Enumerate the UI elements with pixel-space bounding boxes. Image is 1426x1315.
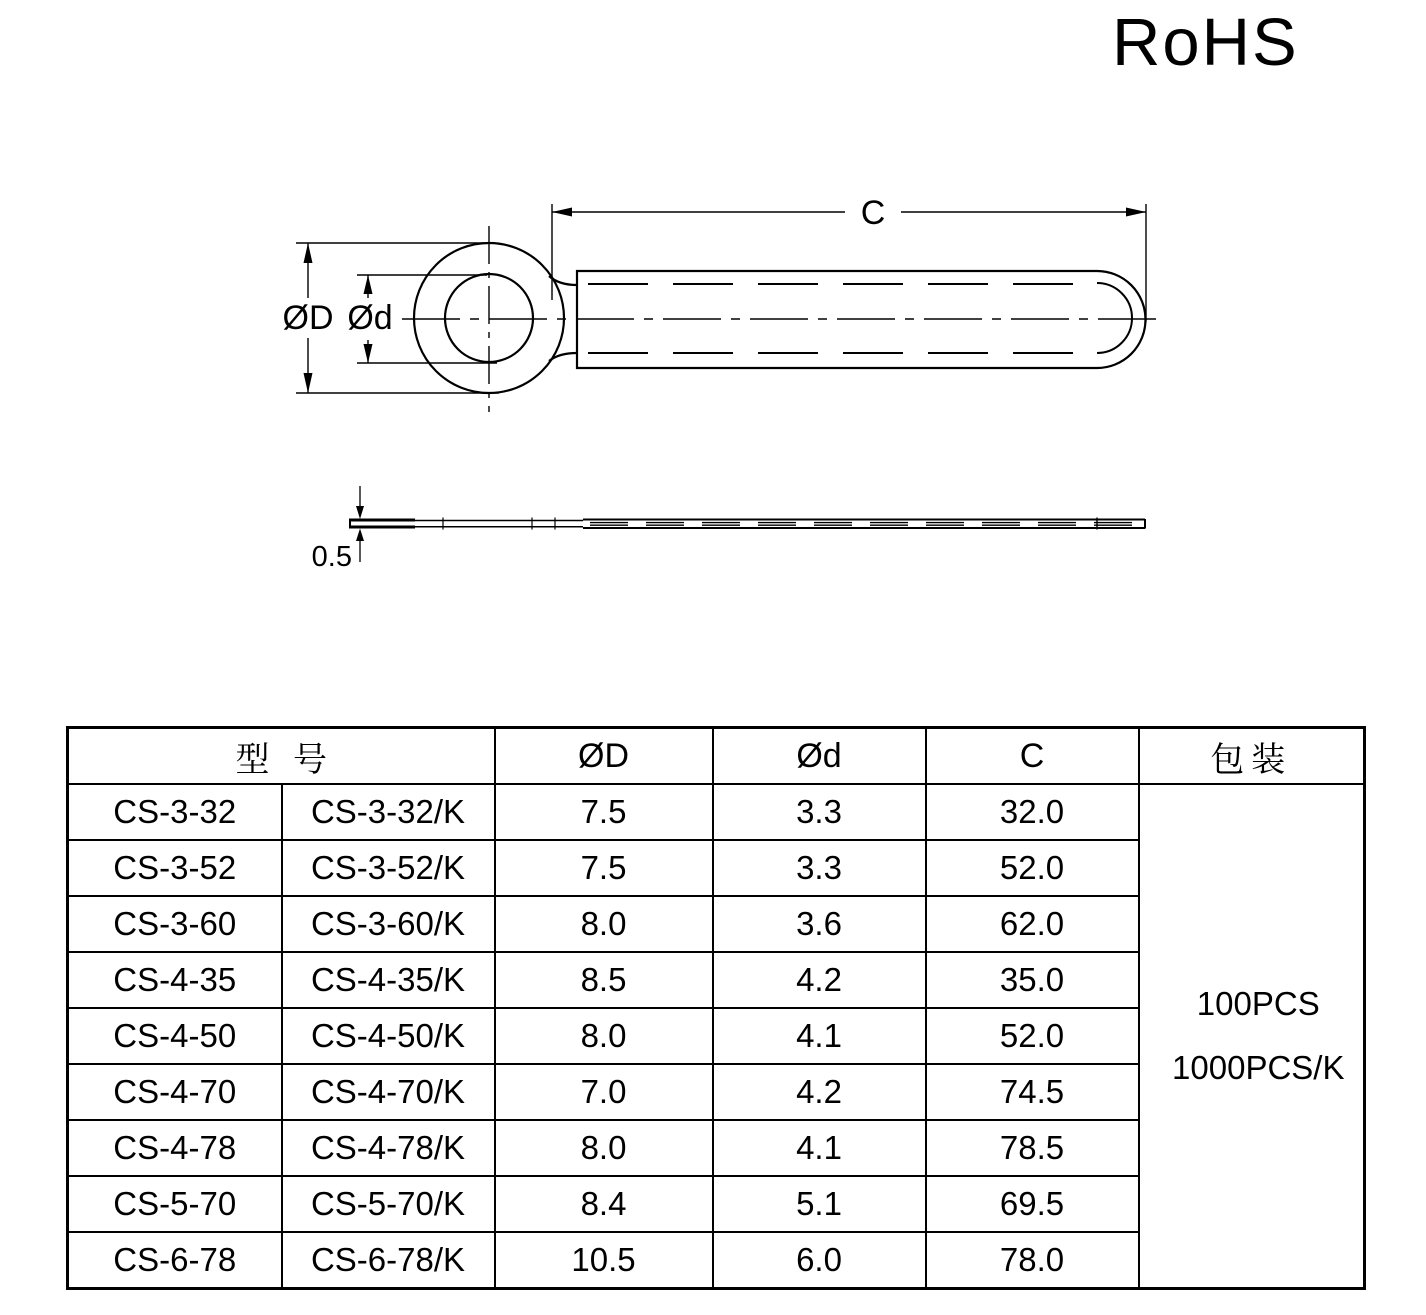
od-cell: 8.0 [495, 1120, 713, 1176]
model-cell: CS-4-35 [68, 952, 282, 1008]
model-cell: CS-5-70 [68, 1176, 282, 1232]
c-cell: 74.5 [926, 1064, 1139, 1120]
header-outer-diameter: ØD [495, 728, 713, 785]
c-cell: 32.0 [926, 784, 1139, 840]
table-row [68, 784, 1365, 840]
model-k-cell: CS-3-32/K [282, 784, 495, 840]
id-cell: 4.1 [713, 1120, 926, 1176]
model-cell: CS-4-50 [68, 1008, 282, 1064]
header-packaging: 包装 [1139, 728, 1365, 785]
id-cell: 3.3 [713, 784, 926, 840]
id-arrow-down [364, 344, 373, 363]
model-k-cell: CS-4-78/K [282, 1120, 495, 1176]
c-dimension-label: C [860, 194, 886, 232]
c-cell: 78.5 [926, 1120, 1139, 1176]
boss-bottom-edge [549, 353, 577, 361]
od-arrow-up [304, 243, 313, 263]
model-k-cell: CS-4-35/K [282, 952, 495, 1008]
sleeve-inner-end-cap [1097, 283, 1132, 353]
thickness-arrow-up [356, 529, 364, 542]
side-view [350, 486, 1145, 562]
model-cell: CS-4-78 [68, 1120, 282, 1176]
model-cell: CS-3-32 [68, 784, 282, 840]
header-length: C [926, 728, 1139, 785]
model-cell: CS-6-78 [68, 1232, 282, 1289]
id-cell: 4.1 [713, 1008, 926, 1064]
model-cell: CS-3-60 [68, 896, 282, 952]
od-cell: 8.5 [495, 952, 713, 1008]
rohs-mark: RoHS [1112, 5, 1299, 80]
c-cell: 35.0 [926, 952, 1139, 1008]
id-cell: 3.6 [713, 896, 926, 952]
model-k-cell: CS-3-60/K [282, 896, 495, 952]
od-arrow-down [304, 373, 313, 393]
model-k-cell: CS-4-50/K [282, 1008, 495, 1064]
od-cell: 8.4 [495, 1176, 713, 1232]
model-cell: CS-4-70 [68, 1064, 282, 1120]
id-dimension-label: Ød [347, 299, 393, 337]
model-k-cell: CS-5-70/K [282, 1176, 495, 1232]
c-cell: 62.0 [926, 896, 1139, 952]
c-cell: 52.0 [926, 1008, 1139, 1064]
od-cell: 10.5 [495, 1232, 713, 1289]
id-arrow-up [364, 275, 373, 294]
id-cell: 4.2 [713, 952, 926, 1008]
model-k-cell: CS-4-70/K [282, 1064, 495, 1120]
packaging-line-2: 1000PCS/K [1172, 1049, 1345, 1086]
dimension-annotations [296, 204, 1146, 393]
od-cell: 8.0 [495, 1008, 713, 1064]
id-cell: 4.2 [713, 1064, 926, 1120]
od-cell: 8.0 [495, 896, 713, 952]
id-cell: 6.0 [713, 1232, 926, 1289]
od-cell: 7.5 [495, 840, 713, 896]
id-cell: 3.3 [713, 840, 926, 896]
header-model: 型 号 [68, 728, 495, 785]
c-arrow-left [552, 208, 572, 217]
od-dimension-label: ØD [282, 299, 334, 337]
thickness-dimension-label: 0.5 [311, 541, 352, 573]
packaging-cell [1139, 784, 1365, 1289]
thickness-arrow-down [356, 506, 364, 519]
id-cell: 5.1 [713, 1176, 926, 1232]
model-k-cell: CS-6-78/K [282, 1232, 495, 1289]
model-k-cell: CS-3-52/K [282, 840, 495, 896]
c-cell: 78.0 [926, 1232, 1139, 1289]
od-cell: 7.0 [495, 1064, 713, 1120]
header-inner-diameter: Ød [713, 728, 926, 785]
od-cell: 7.5 [495, 784, 713, 840]
top-view [402, 226, 1165, 412]
spec-table [66, 726, 1366, 1290]
c-cell: 52.0 [926, 840, 1139, 896]
c-arrow-right [1126, 208, 1146, 217]
header-row [68, 728, 1365, 785]
c-cell: 69.5 [926, 1176, 1139, 1232]
packaging-line-1: 100PCS [1196, 985, 1320, 1022]
model-cell: CS-3-52 [68, 840, 282, 896]
